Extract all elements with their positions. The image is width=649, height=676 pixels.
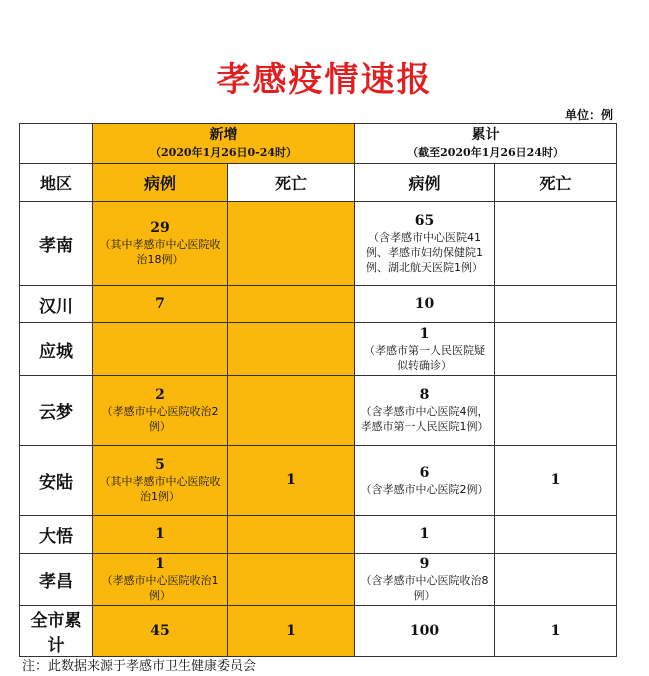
- table-row: [20, 446, 617, 516]
- header-total-label: 累计: [471, 126, 500, 143]
- col-region: 地区: [20, 164, 93, 202]
- new-cases-note: （其中孝感市中心医院收治18例）: [99, 238, 221, 266]
- table-row: [20, 202, 617, 286]
- new-cases-value: 1: [155, 526, 165, 542]
- col-total-deaths: 死亡: [495, 164, 617, 202]
- region-cell: 全市累计: [20, 606, 93, 657]
- total-cases-note: （含孝感市中心医院41例、孝感市妇幼保健院1例、湖北航天医院1例）: [366, 230, 484, 274]
- total-deaths-cell: [495, 286, 617, 323]
- new-cases-cell: [93, 554, 228, 606]
- total-deaths-value: 1: [550, 472, 561, 488]
- new-cases-cell: [93, 446, 228, 516]
- total-cases-cell: [355, 554, 495, 606]
- new-deaths-cell: [228, 376, 355, 446]
- col-total-cases: 病例: [355, 164, 495, 202]
- header-new-label: 新增: [209, 126, 238, 143]
- table-row: [20, 376, 617, 446]
- new-cases-value: 5: [155, 457, 165, 473]
- new-cases-note: （其中孝感市中心医院收治1例）: [99, 475, 221, 503]
- new-deaths-cell: [228, 286, 355, 323]
- new-cases-value: 29: [150, 220, 170, 236]
- table-row: [20, 516, 617, 554]
- col-new-deaths: 死亡: [228, 164, 355, 202]
- total-deaths-cell: [495, 376, 617, 446]
- total-cases-value: 65: [414, 212, 435, 229]
- total-deaths-cell: [495, 554, 617, 606]
- total-cases-value: 1: [419, 325, 430, 342]
- new-cases-cell: [93, 202, 228, 286]
- total-cases-value: 9: [419, 556, 430, 572]
- table-row: [20, 323, 617, 376]
- total-cases-note: （含孝感市中心医院4例，孝感市第一人民医院1例）: [360, 405, 489, 433]
- total-deaths-cell: [495, 446, 617, 516]
- header-row-1: [20, 124, 617, 164]
- total-cases-value: 10: [414, 295, 435, 312]
- total-cases-value: 1: [419, 526, 430, 542]
- total-cases-cell: [355, 323, 495, 376]
- table-row: [20, 554, 617, 606]
- header-new: [93, 124, 355, 164]
- header-empty-cell: [20, 124, 93, 164]
- new-deaths-value: 1: [286, 622, 296, 639]
- epidemic-table: [19, 123, 617, 657]
- total-deaths-cell: [495, 202, 617, 286]
- total-deaths-cell: [495, 516, 617, 554]
- new-cases-note: （孝感市中心医院收治2例）: [101, 405, 219, 433]
- new-cases-cell: [93, 286, 228, 323]
- region-cell: 大悟: [20, 516, 93, 554]
- total-cases-value: 8: [419, 387, 430, 403]
- total-deaths-cell: [495, 323, 617, 376]
- region-cell: 孝昌: [20, 554, 93, 606]
- total-cases-cell: [355, 202, 495, 286]
- total-deaths-value: 1: [550, 622, 561, 639]
- total-cases-cell: [355, 376, 495, 446]
- new-deaths-cell: [228, 516, 355, 554]
- region-cell: 安陆: [20, 446, 93, 516]
- new-deaths-cell: [228, 202, 355, 286]
- new-cases-note: （孝感市中心医院收治1例）: [101, 574, 219, 602]
- col-new-cases: 病例: [93, 164, 228, 202]
- new-deaths-cell: [228, 323, 355, 376]
- total-deaths-cell: [495, 606, 617, 657]
- new-deaths-cell: [228, 446, 355, 516]
- new-deaths-cell: [228, 606, 355, 657]
- new-deaths-cell: [228, 554, 355, 606]
- region-cell: 汉川: [20, 286, 93, 323]
- new-cases-cell: [93, 516, 228, 554]
- new-deaths-value: 1: [286, 472, 296, 488]
- new-cases-value: 1: [155, 556, 165, 572]
- new-cases-cell: [93, 606, 228, 657]
- table-row: [20, 606, 617, 657]
- new-cases-value: 45: [150, 622, 170, 639]
- total-cases-note: （含孝感市中心医院收治8例）: [360, 574, 489, 602]
- new-cases-cell: [93, 323, 228, 376]
- new-cases-value: 7: [155, 295, 165, 312]
- table-row: [20, 286, 617, 323]
- total-cases-note: （孝感市第一人民医院疑似转确诊）: [364, 343, 486, 372]
- total-cases-cell: [355, 446, 495, 516]
- total-cases-value: 100: [409, 622, 440, 639]
- region-cell: 孝南: [20, 202, 93, 286]
- header-new-period: （2020年1月26日0-24时）: [149, 145, 298, 159]
- total-cases-cell: [355, 516, 495, 554]
- unit-label: 单位：例: [564, 108, 613, 122]
- header-row-2: [20, 164, 617, 202]
- total-cases-value: 6: [419, 464, 430, 481]
- page-title: 孝感疫情速报: [216, 60, 433, 100]
- total-cases-note: （含孝感市中心医院2例）: [360, 482, 489, 496]
- footer-note: 注：此数据来源于孝感市卫生健康委员会: [22, 659, 257, 674]
- region-cell: 应城: [20, 323, 93, 376]
- new-cases-cell: [93, 376, 228, 446]
- total-cases-cell: [355, 606, 495, 657]
- header-total-period: （截至2020年1月26日24时）: [407, 145, 564, 159]
- header-total: [355, 124, 617, 164]
- new-cases-value: 2: [155, 387, 165, 403]
- total-cases-cell: [355, 286, 495, 323]
- region-cell: 云梦: [20, 376, 93, 446]
